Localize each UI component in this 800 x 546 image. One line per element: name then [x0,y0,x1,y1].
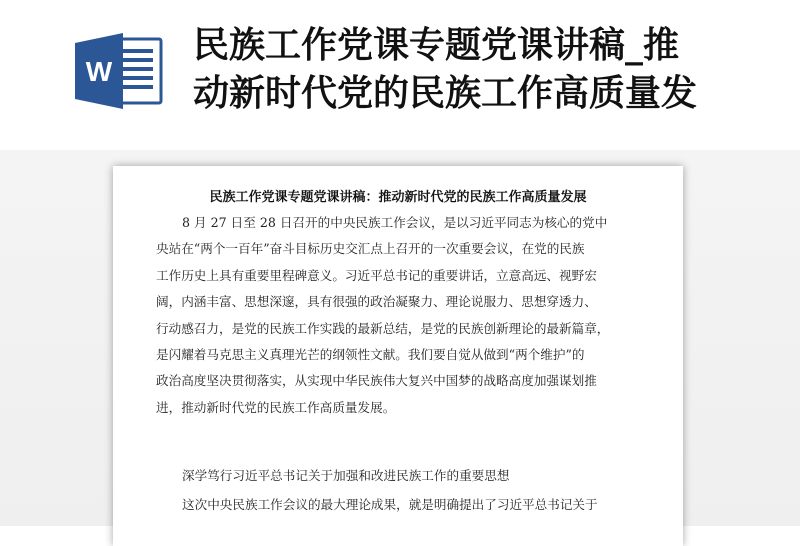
paragraph-1 [156,210,646,421]
paragraph-line: 进，推动新时代党的民族工作高质量发展。 [156,399,396,415]
word-icon-letter: W [85,56,113,87]
paragraph-line: 阔，内涵丰富、思想深邃，具有很强的政治凝聚力、理论说服力、思想穿透力、 [156,294,597,310]
paragraph-line: 8 月 27 日至 28 日召开的中央民族工作会议，是以习近平同志为核心的党中 [182,215,608,230]
paragraph-line: 这次中央民族工作会议的最大理论成果，就是明确提出了习近平总书记关于 [182,497,598,512]
header [0,0,800,150]
title-line-2: 动新时代党的民族工作高质量发 [193,73,698,114]
section-heading [156,463,646,489]
section-heading-text: 深学笃行习近平总书记关于加强和改进民族工作的重要思想 [182,468,510,483]
page-title [193,22,783,118]
paragraph-line: 工作历史上具有重要里程碑意义。习近平总书记的重要讲话，立意高远、视野宏 [156,267,597,283]
title-line-1: 民族工作党课专题党课讲稿_推 [193,25,680,66]
paragraph-line: 是闪耀着马克思主义真理光芒的纲领性文献。我们要自觉从做到“两个维护”的 [156,346,585,362]
word-document-icon [73,33,165,109]
document-page [113,166,683,546]
paragraph-2 [156,492,646,518]
paragraph-line: 央站在“两个一百年”奋斗目标历史交汇点上召开的一次重要会议，在党的民族 [156,241,585,257]
paragraph-line: 政治高度坚决贯彻落实，从实现中华民族伟大复兴中国梦的战略高度加强谋划推 [156,373,597,389]
document-title: 民族工作党课专题党课讲稿：推动新时代党的民族工作高质量发展 [209,190,587,205]
paragraph-line: 行动感召力，是党的民族工作实践的最新总结，是党的民族创新理论的最新篇章， [156,320,610,336]
